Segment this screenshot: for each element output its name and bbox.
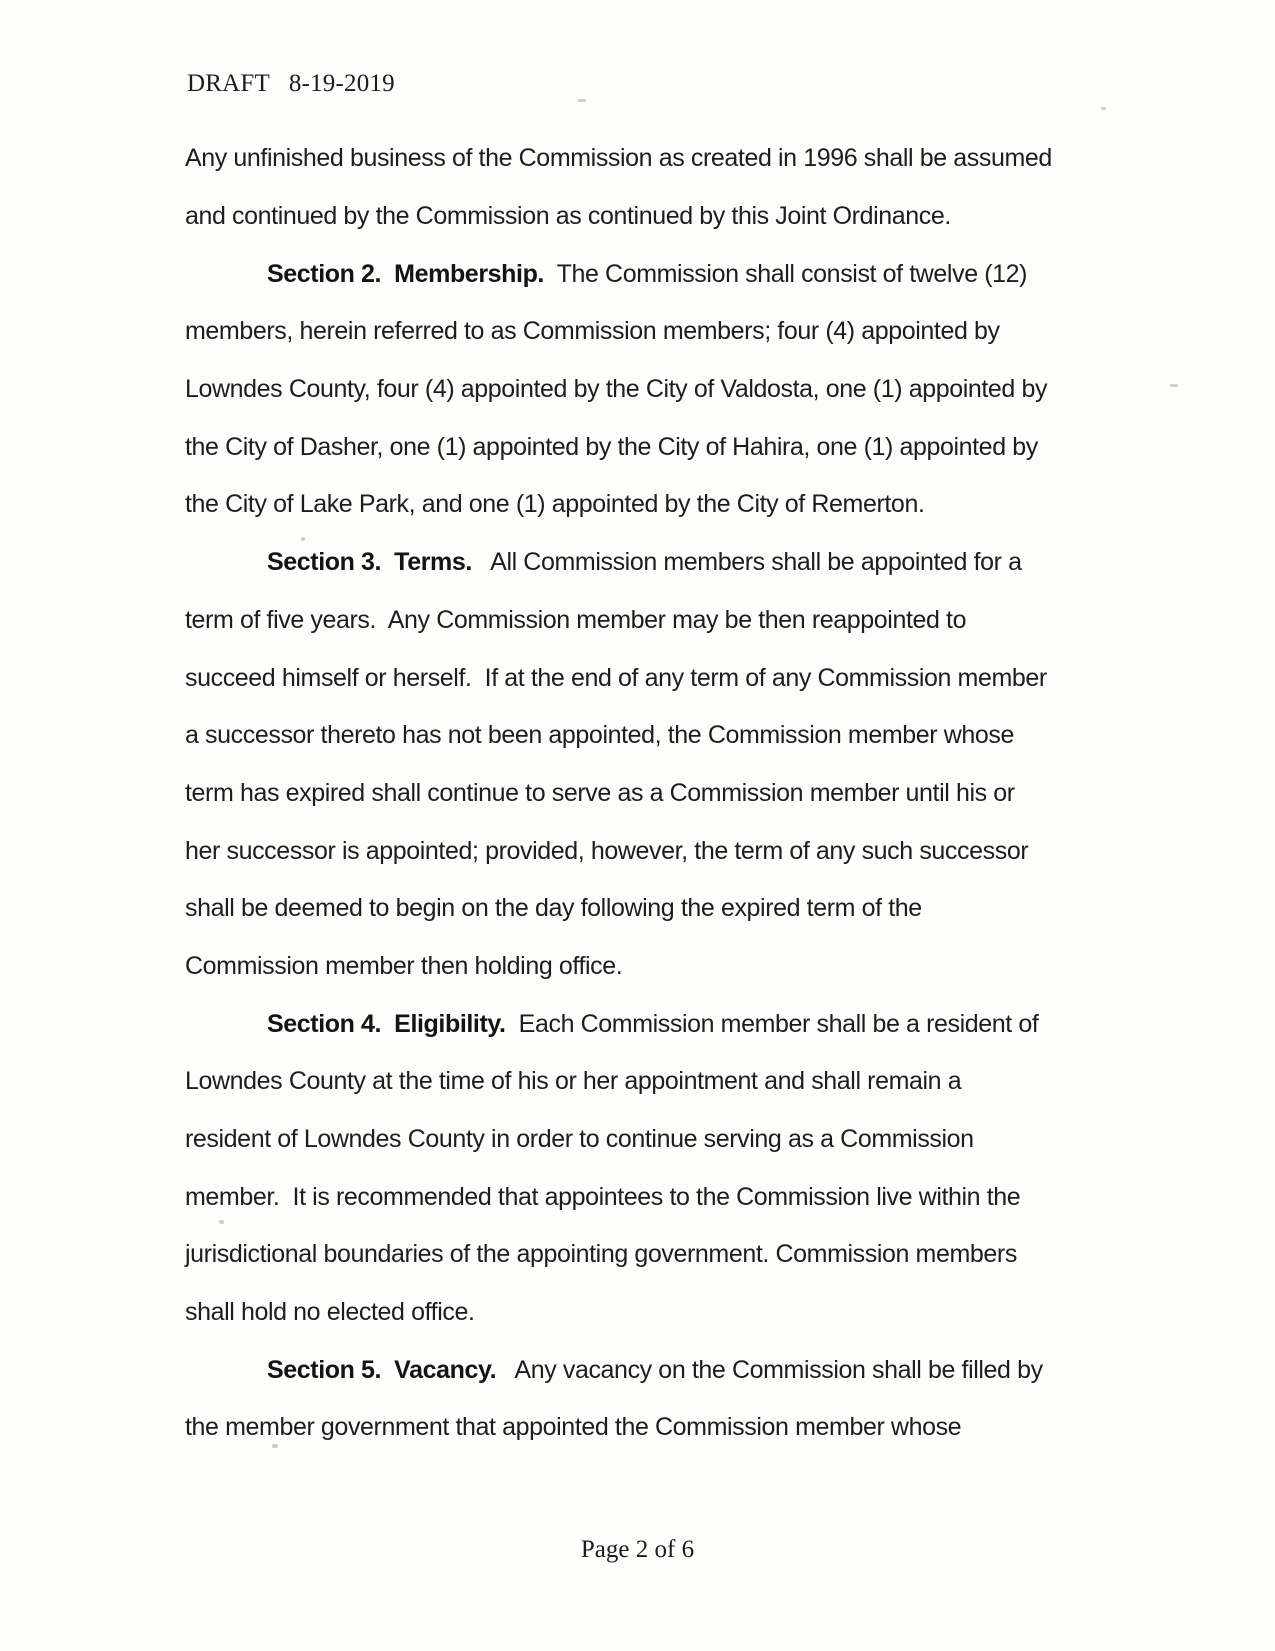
text-line: shall hold no elected office. [185,1298,475,1327]
text-line: jurisdictional boundaries of the appointing government. Commission members [185,1240,1017,1269]
section-heading: Section 2. Membership. [267,259,544,288]
page-number-footer: Page 2 of 6 [580,1536,695,1563]
text-line: Section 5. Vacancy. Any vacancy on the Commission shall be filled by [267,1355,1043,1384]
paragraph [185,534,1145,996]
scan-speck [301,537,305,541]
text-line: Any unfinished business of the Commission as created in 1996 shall be assumed [185,144,1052,173]
text-line: a successor thereto has not been appointed, the Commission member whose [185,721,1015,750]
section-heading: Section 4. Eligibility. [267,1009,506,1038]
text-line: Commission member then holding office. [185,951,623,980]
section-heading: Section 5. Vacancy. [267,1355,497,1384]
text-line: shall be deemed to begin on the day following the expired term of the [185,894,922,923]
scan-speck [272,1444,278,1448]
text-line: term of five years. Any Commission member may be then reappointed to [185,605,967,634]
scan-speck [1170,384,1178,387]
scan-speck [578,99,586,102]
text-line: member. It is recommended that appointees to the Commission live within the [185,1182,1021,1211]
paragraph [185,130,1145,245]
text-line: succeed himself or herself. If at the end of any term of any Commission member [185,663,1047,692]
document-body [185,130,1145,1457]
text-line: the member government that appointed the Commission member whose [185,1413,962,1442]
text-line: her successor is appointed; provided, however, the term of any such successor [185,836,1029,865]
section-heading: Section 3. Terms. [267,548,472,577]
text-line: the City of Lake Park, and one (1) appointed by the City of Remerton. [185,490,925,519]
text-line: Lowndes County, four (4) appointed by the City of Valdosta, one (1) appointed by [185,375,1048,404]
scan-speck [1101,107,1106,110]
text-line: members, herein referred to as Commission members; four (4) appointed by [185,317,1000,346]
scan-speck [219,1220,224,1224]
paragraph [185,995,1145,1341]
text-line: term has expired shall continue to serve as a Commission member until his or [185,778,1015,807]
text-line: the City of Dasher, one (1) appointed by the City of Hahira, one (1) appointed by [185,432,1038,461]
text-line: Lowndes County at the time of his or her appointment and shall remain a [185,1067,962,1096]
text-line: resident of Lowndes County in order to continue serving as a Commission [185,1125,974,1154]
draft-date-header: DRAFT 8-19-2019 [187,70,395,97]
paragraph [185,1341,1145,1456]
text-line: Section 4. Eligibility. Each Commission member shall be a resident of [267,1009,1039,1038]
text-line: Section 2. Membership. The Commission shall consist of twelve (12) [267,259,1028,288]
text-line: and continued by the Commission as continued by this Joint Ordinance. [185,202,951,231]
text-line: Section 3. Terms. All Commission members shall be appointed for a [267,548,1022,577]
paragraph [185,245,1145,533]
